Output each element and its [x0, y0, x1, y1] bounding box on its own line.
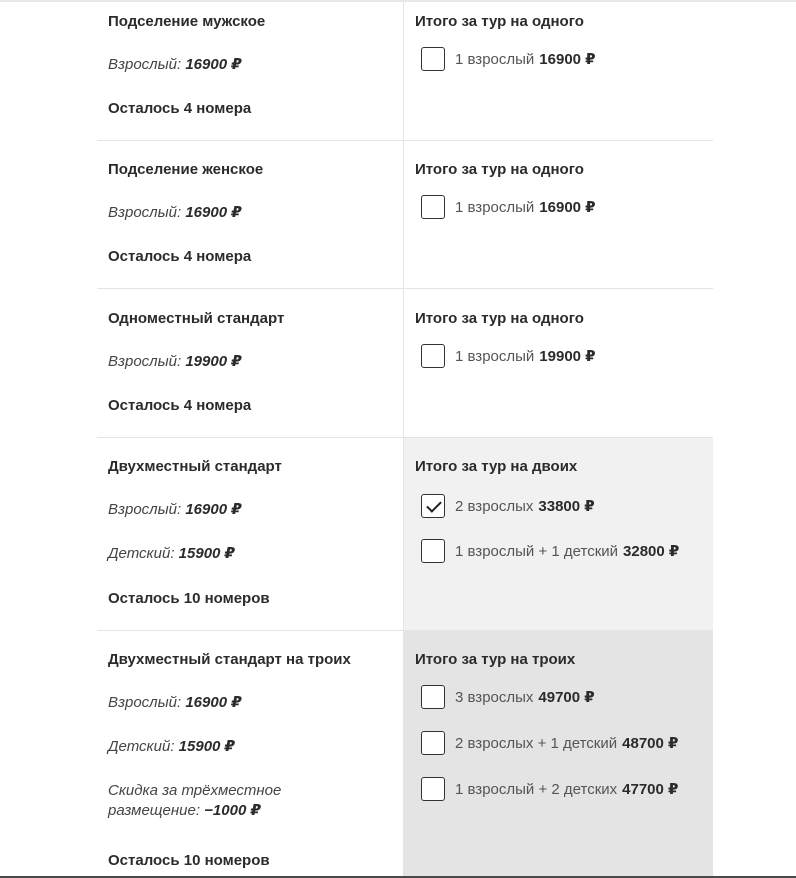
room-title: Одноместный стандарт — [108, 310, 285, 327]
option-2-adults-1-child[interactable] — [421, 731, 678, 755]
option-label: 1 взрослый — [455, 50, 535, 68]
option-price: 33800 ₽ — [538, 498, 595, 515]
checkbox[interactable] — [421, 731, 445, 755]
room-totals — [404, 2, 713, 140]
option-1-adult[interactable] — [421, 47, 596, 71]
option-label: 2 взрослых + 1 детский — [455, 734, 618, 752]
child-price: Детский: 15900 ₽ — [108, 545, 235, 562]
room-row-double-standard — [97, 438, 713, 631]
total-title: Итого за тур на одного — [415, 161, 584, 178]
room-title: Подселение женское — [108, 161, 264, 178]
room-title: Подселение мужское — [108, 13, 266, 30]
adult-price: Взрослый: 16900 ₽ — [108, 694, 242, 711]
room-row-single-standard — [97, 289, 713, 438]
total-title: Итого за тур на одного — [415, 13, 584, 30]
rooms-remaining: Осталось 4 номера — [108, 248, 252, 265]
option-1-adult[interactable] — [421, 344, 596, 368]
option-2-adults[interactable] — [421, 494, 595, 518]
option-label: 1 взрослый + 1 детский — [455, 542, 619, 560]
option-label: 1 взрослый — [455, 347, 535, 365]
option-label: 1 взрослый — [455, 198, 535, 216]
checkbox[interactable] — [421, 47, 445, 71]
checkbox[interactable] — [421, 685, 445, 709]
adult-price: Взрослый: 16900 ₽ — [108, 204, 242, 221]
child-price: Детский: 15900 ₽ — [108, 738, 235, 755]
checkbox[interactable] — [421, 344, 445, 368]
option-1-adult-2-children[interactable] — [421, 777, 678, 801]
adult-price: Взрослый: 16900 ₽ — [108, 501, 242, 518]
option-price: 48700 ₽ — [622, 735, 679, 752]
total-title: Итого за тур на двоих — [415, 458, 578, 475]
rooms-remaining: Осталось 10 номеров — [108, 852, 270, 869]
checkbox[interactable] — [421, 777, 445, 801]
room-info — [97, 2, 404, 140]
room-row-female-share — [97, 141, 713, 289]
option-price: 49700 ₽ — [538, 689, 595, 706]
room-info — [97, 438, 404, 630]
checkbox[interactable] — [421, 195, 445, 219]
checkbox-checked[interactable] — [421, 494, 445, 518]
room-totals — [404, 141, 713, 288]
checkbox[interactable] — [421, 539, 445, 563]
rooms-remaining: Осталось 10 номеров — [108, 590, 270, 607]
adult-price: Взрослый: 16900 ₽ — [108, 56, 242, 73]
room-info — [97, 631, 404, 878]
option-label: 3 взрослых — [455, 688, 534, 706]
adult-price: Взрослый: 19900 ₽ — [108, 353, 242, 370]
option-price: 32800 ₽ — [623, 543, 680, 560]
rooms-remaining: Осталось 4 номера — [108, 100, 252, 117]
room-info — [97, 289, 404, 437]
option-label: 2 взрослых — [455, 497, 534, 515]
option-price: 19900 ₽ — [539, 348, 596, 365]
option-label: 1 взрослый + 2 детских — [455, 780, 618, 798]
room-info — [97, 141, 404, 288]
room-row-male-share — [97, 2, 713, 141]
rooms-remaining: Осталось 4 номера — [108, 397, 252, 414]
room-title: Двухместный стандарт — [108, 458, 282, 475]
room-title: Двухместный стандарт на троих — [108, 651, 351, 668]
option-price: 16900 ₽ — [539, 51, 596, 68]
option-1-adult-1-child[interactable] — [421, 539, 679, 563]
room-totals — [404, 438, 713, 630]
room-row-double-for-three — [97, 631, 713, 878]
option-price: 16900 ₽ — [539, 199, 596, 216]
option-price: 47700 ₽ — [622, 781, 679, 798]
option-1-adult[interactable] — [421, 195, 596, 219]
room-price-table — [97, 2, 713, 878]
total-title: Итого за тур на одного — [415, 310, 584, 327]
room-totals — [404, 289, 713, 437]
option-3-adults[interactable] — [421, 685, 595, 709]
total-title: Итого за тур на троих — [415, 651, 576, 668]
room-totals — [404, 631, 713, 878]
triple-discount: Скидка за трёхместное размещение: −1000 ₽ — [108, 782, 282, 819]
